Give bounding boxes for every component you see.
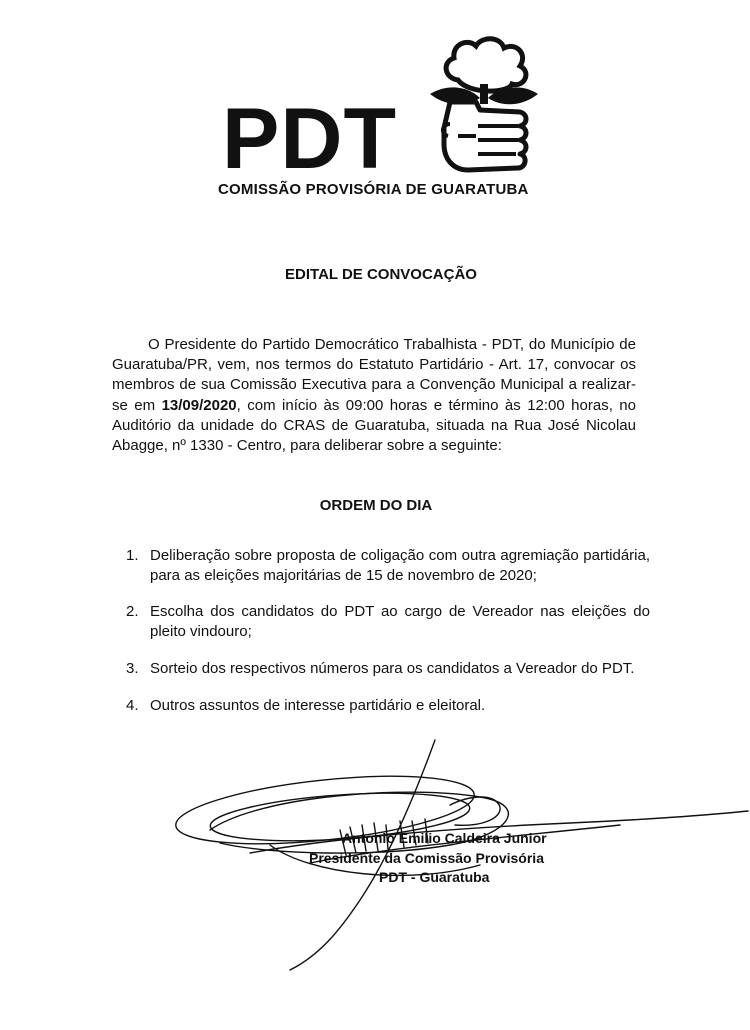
agenda-item-number: 1. — [126, 547, 139, 564]
signer-role: Presidente da Comissão Provisória — [309, 850, 544, 866]
agenda-item-number: 2. — [126, 603, 139, 620]
paragraph-text-2: , com início às 09:00 horas e término às 12:00 horas, no Auditório da unidade do CRAS de Guaratuba, situada na Rua José Nicolau Abagge, nº 1330 - Centro, para deliberar sobre a seguinte: — [112, 396, 636, 455]
agenda-item-number: 3. — [126, 660, 139, 677]
commission-name: COMISSÃO PROVISÓRIA DE GUARATUBA — [218, 181, 529, 198]
fist-flower-logo-icon — [420, 32, 545, 192]
agenda-item-number: 4. — [126, 697, 139, 714]
pdt-logo-text: PDT — [222, 91, 397, 187]
agenda-item-text: Deliberação sobre proposta de coligação com outra agremiação partidária, para as eleições majoritárias de 15 de novembro de 2020; — [150, 547, 650, 584]
agenda-item — [120, 696, 650, 716]
signer-name: Antonio Emilio Caldeira Junior — [342, 830, 547, 846]
convention-date: 13/09/2020 — [161, 396, 237, 414]
agenda-item-text: Outros assuntos de interesse partidário e eleitoral. — [150, 697, 486, 714]
agenda-item-text: Escolha dos candidatos do PDT ao cargo de Vereador nas eleições do pleito vindouro; — [150, 603, 650, 640]
agenda-item — [120, 659, 650, 679]
agenda-item — [120, 602, 650, 642]
paragraph-text-1: O Presidente do Partido Democrático Trabalhista - PDT, do Município de Guaratuba/PR, vem, nos termos do Estatuto Partidário - Art. 17, convocar os membros de sua Comissão Executiva para a Convenção Municipal a realizar-se em — [112, 336, 636, 414]
agenda-list — [120, 546, 650, 716]
agenda-item-text: Sorteio dos respectivos números para os candidatos a Vereador do PDT. — [150, 660, 635, 677]
signer-organization: PDT - Guaratuba — [379, 869, 490, 885]
document-title: EDITAL DE CONVOCAÇÃO — [285, 266, 477, 283]
agenda-heading: ORDEM DO DIA — [319, 497, 433, 514]
convocation-paragraph — [112, 335, 636, 456]
agenda-item — [120, 546, 650, 586]
